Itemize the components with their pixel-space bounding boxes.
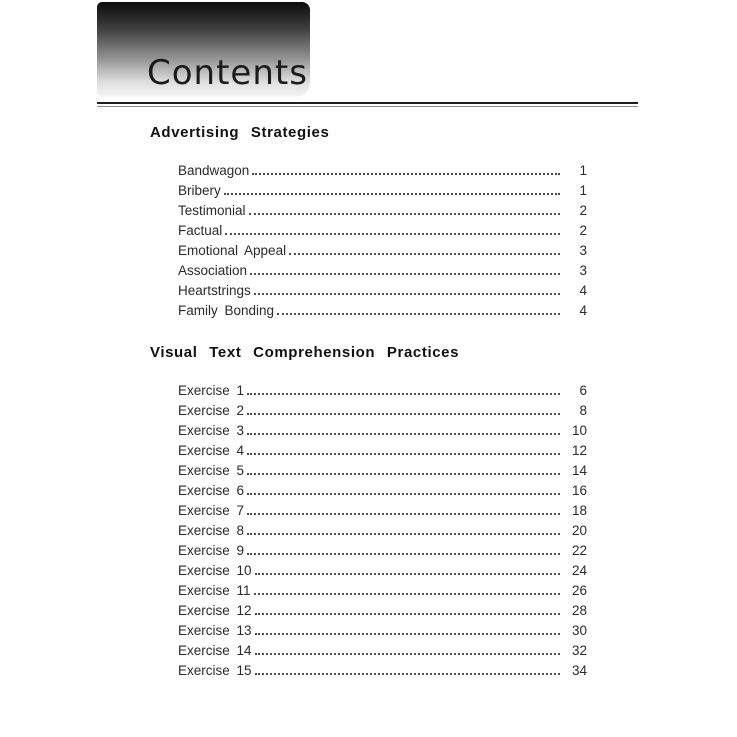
toc-entry [178,383,587,403]
dot-leader [254,293,560,295]
dot-leader [247,513,560,515]
dot-leader [255,653,560,655]
toc-entry [178,203,587,223]
toc-list-advertising-strategies [178,163,587,323]
toc-entry [178,583,587,603]
toc-entry-label: Exercise 10 [178,563,252,578]
section-heading-visual-text-practices: Visual Text Comprehension Practices [150,344,460,361]
toc-entry-label: Exercise 6 [178,483,245,498]
toc-entry-page: 22 [571,543,587,558]
toc-entry-page: 4 [579,283,587,298]
toc-entry [178,563,587,583]
toc-entry-label: Exercise 2 [178,403,245,418]
toc-entry [178,243,587,263]
toc-entry-label: Heartstrings [178,283,251,298]
dot-leader [254,593,560,595]
toc-entry-page: 8 [579,403,587,418]
toc-entry [178,403,587,423]
toc-entry [178,483,587,503]
toc-entry-label: Emotional Appeal [178,243,287,258]
toc-entry-label: Exercise 14 [178,643,252,658]
toc-entry-page: 18 [571,503,587,518]
toc-entry [178,623,587,643]
toc-entry-page: 3 [579,263,587,278]
dot-leader [250,273,560,275]
toc-entry-page: 16 [571,483,587,498]
dot-leader [247,393,560,395]
toc-entry-label: Exercise 9 [178,543,245,558]
toc-entry [178,663,587,683]
toc-entry-label: Exercise 1 [178,383,245,398]
toc-entry-page: 26 [571,583,587,598]
toc-entry-page: 3 [579,243,587,258]
toc-entry-page: 12 [571,443,587,458]
toc-entry [178,543,587,563]
toc-entry-label: Exercise 15 [178,663,252,678]
dot-leader [255,633,560,635]
toc-entry [178,163,587,183]
toc-entry-page: 32 [571,643,587,658]
toc-entry [178,463,587,483]
toc-entry [178,503,587,523]
toc-entry-page: 14 [571,463,587,478]
toc-entry-label: Exercise 3 [178,423,245,438]
contents-header-banner [97,2,310,97]
toc-entry-page: 34 [571,663,587,678]
toc-entry-label: Bandwagon [178,163,250,178]
toc-entry-label: Exercise 4 [178,443,245,458]
toc-entry-page: 1 [579,183,587,198]
dot-leader [247,453,560,455]
toc-entry-page: 20 [571,523,587,538]
toc-entry [178,523,587,543]
dot-leader [255,573,560,575]
dot-leader [224,193,560,195]
toc-entry-page: 4 [579,303,587,318]
toc-entry-label: Exercise 7 [178,503,245,518]
dot-leader [252,173,560,175]
toc-entry-page: 2 [579,223,587,238]
toc-entry-label: Bribery [178,183,221,198]
toc-entry [178,283,587,303]
dot-leader [247,433,560,435]
dot-leader [289,253,560,255]
toc-entry-label: Association [178,263,248,278]
toc-entry-label: Exercise 11 [178,583,251,598]
toc-entry [178,303,587,323]
dot-leader [247,473,560,475]
toc-entry [178,263,587,283]
dot-leader [247,533,560,535]
toc-entry-page: 1 [579,163,587,178]
dot-leader [247,413,560,415]
toc-entry-page: 24 [571,563,587,578]
toc-entry [178,423,587,443]
toc-section-advertising-strategies [150,125,587,323]
toc-entry-page: 10 [571,423,587,438]
toc-entry-page: 6 [579,383,587,398]
dot-leader [247,493,560,495]
toc-entry-label: Testimonial [178,203,246,218]
dot-leader [225,233,560,235]
toc-entry-label: Exercise 13 [178,623,252,638]
toc-entry-label: Family Bonding [178,303,275,318]
dot-leader [249,213,560,215]
toc-entry-label: Exercise 8 [178,523,245,538]
toc-entry [178,603,587,623]
toc-entry [178,183,587,203]
toc-entry-label: Exercise 12 [178,603,252,618]
dot-leader [247,553,560,555]
toc-entry [178,223,587,243]
toc-entry [178,443,587,463]
dot-leader [255,673,560,675]
dot-leader [277,313,560,315]
toc-section-visual-text-practices [150,345,587,683]
toc-content [150,104,587,683]
page-title: Contents [147,53,308,93]
section-heading-advertising-strategies: Advertising Strategies [150,124,330,141]
toc-list-visual-text-practices [178,383,587,683]
toc-entry-page: 2 [579,203,587,218]
toc-entry-label: Exercise 5 [178,463,245,478]
dot-leader [255,613,560,615]
toc-entry-label: Factual [178,223,223,238]
toc-entry-page: 30 [571,623,587,638]
toc-entry [178,643,587,663]
toc-entry-page: 28 [571,603,587,618]
